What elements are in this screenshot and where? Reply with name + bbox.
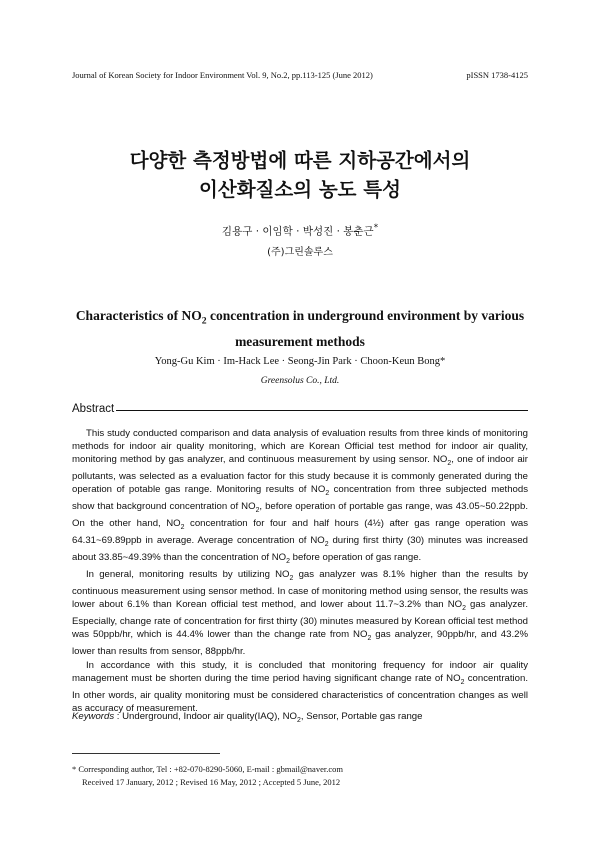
sub: 2 — [289, 575, 294, 583]
korean-title — [0, 146, 600, 204]
abstract-paragraph-1 — [72, 427, 528, 568]
korean-title-line1: 다양한 측정방법에 따른 지하공간에서의 — [129, 149, 471, 172]
korean-affiliation: (주)그린솔루스 — [267, 247, 333, 258]
english-authors: Yong-Gu Kim · Im-Hack Lee · Seong-Jin Park · Choon-Keun Bong* — [154, 356, 446, 367]
text: before operation of gas range. — [290, 552, 422, 564]
abstract-paragraph-3 — [72, 659, 528, 715]
footnote — [72, 763, 528, 789]
sub: 2 — [324, 541, 329, 549]
text: , before operation of portable gas range, was 43.05~50.22ppb. On the other hand, NO — [72, 501, 529, 530]
title-part: Characteristics of NO — [75, 308, 202, 323]
abstract-heading — [72, 403, 528, 415]
keywords-text: Underground, Indoor air quality(IAQ), NO — [122, 711, 298, 722]
journal-citation: Journal of Korean Society for Indoor Environment Vol. 9, No.2, pp.113-125 (June 2012) — [72, 70, 373, 80]
korean-authors — [0, 223, 600, 239]
footnote-corresponding: * Corresponding author, Tel : +82-070-8290-5060, E-mail : gbmail@naver.com — [72, 764, 343, 774]
text: gas analyzer was 8.1% higher than the results by continuous measurement using sensor method. In case of monitoring method using sensor, the results was lower about 6.1% than Korean official test method, and lower about 11.7~3.2% than NO — [72, 569, 528, 611]
text: concentration for four and half hours (4½) after gas range operation was 64.31~69.89ppb in average. Average concentration of NO — [72, 518, 528, 547]
title-part: concentration in underground environment by various measurement methods — [206, 308, 525, 349]
keywords-sub: 2 — [297, 716, 301, 724]
footnote-dates: Received 17 January, 2012 ; Revised 16 May, 2012 ; Accepted 5 June, 2012 — [82, 777, 341, 787]
text: gas analyzer, 90ppb/hr, and 43.2% lower than results from sensor, 88ppb/hr. — [72, 629, 528, 658]
english-affiliation: Greensolus Co., Ltd. — [260, 376, 340, 386]
text: In accordance with this study, it is concluded that monitoring frequency for indoor air quality management must be shorten during the time period having significant change rate of NO — [72, 659, 528, 684]
sub: 2 — [325, 490, 330, 498]
sub: 2 — [460, 678, 465, 686]
text: gas analyzer. Especially, change rate of concentration for first thirty (30) minutes measured by Korean official test method was 50ppb/hr, which is 44.4% lower than the change rate from NO — [72, 599, 529, 641]
running-header — [72, 70, 528, 80]
corresponding-mark: * — [373, 223, 379, 233]
sub: 2 — [367, 635, 372, 643]
english-title — [70, 306, 530, 352]
text: In general, monitoring results by utilizing NO — [86, 569, 290, 581]
text: This study conducted comparison and data analysis of evaluation results from three kinds of monitoring methods for indoor air quality monitoring, which are Korean Official test method for indoor air quality, monitoring method by gas analyzer, and continuous measurement by using sensor. NO — [72, 428, 528, 466]
sub: 2 — [286, 558, 290, 566]
text: concentration. In other words, air quality monitoring must be considered characteristics of concentration changes as well as accuracy of measurement. — [72, 672, 528, 714]
keywords-label: Keywords — [72, 711, 115, 722]
issn: pISSN 1738-4125 — [466, 70, 528, 80]
sub: 2 — [447, 460, 452, 468]
korean-author-names: 김용구 · 이임학 · 박성진 · 봉춘근 — [221, 225, 374, 238]
footnote-rule — [72, 753, 220, 754]
abstract-label: Abstract — [72, 403, 115, 415]
korean-title-line2: 이산화질소의 농도 특성 — [199, 178, 401, 201]
text: during first thirty (30) minutes was increased about 33.85~49.39% than the concentration of NO — [72, 535, 528, 564]
sub: 2 — [462, 605, 466, 613]
text: concentration from three subjected methods show that background concentration of NO — [72, 484, 528, 513]
abstract-rule — [116, 410, 528, 411]
sub: 2 — [180, 524, 185, 532]
text: , one of indoor air pollutants, was selected as a evaluation factor for this study because it is commonly generated during the operation of potable gas range. Monitoring results of NO — [72, 454, 528, 496]
sub: 2 — [255, 507, 260, 515]
keywords-text: , Sensor, Portable gas range — [300, 711, 423, 722]
abstract-paragraph-2 — [72, 568, 528, 658]
keywords — [72, 711, 528, 724]
abstract-body — [72, 427, 528, 715]
keywords-sep: : — [114, 711, 123, 722]
title-sub: 2 — [201, 315, 207, 327]
